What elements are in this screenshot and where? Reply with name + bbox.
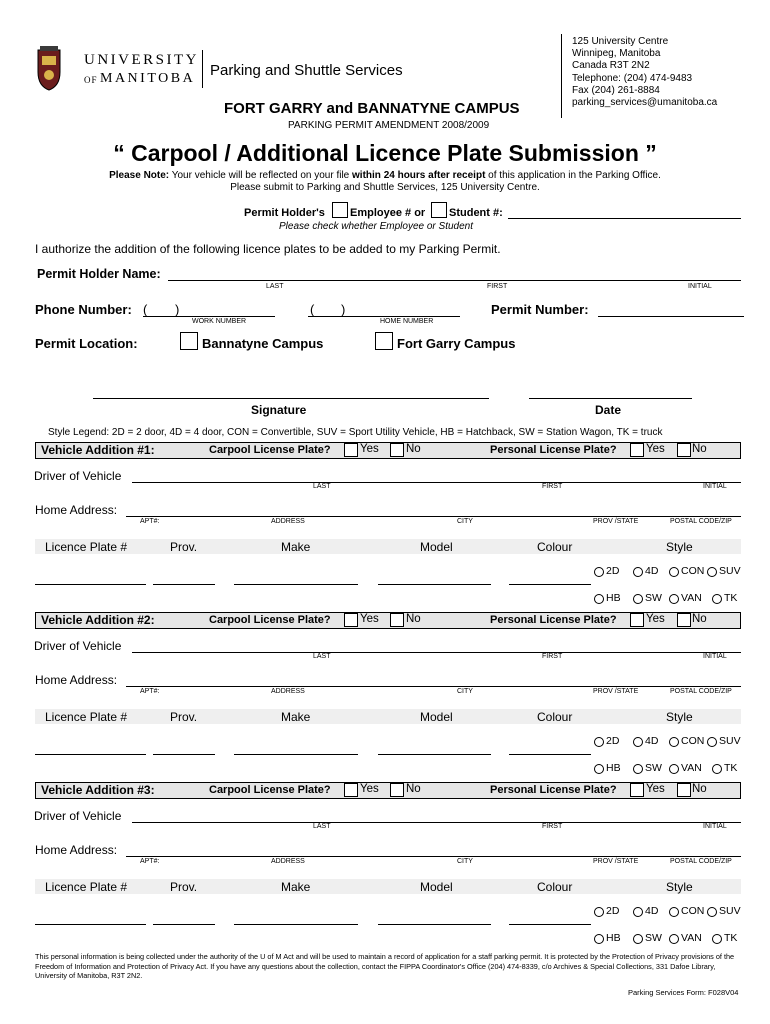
last-caption: LAST [313,823,331,830]
first-caption: FIRST [542,653,563,660]
prov-state-caption: PROV /STATE [593,518,639,525]
fax: Fax (204) 261-8884 [572,84,660,96]
home-paren-close: ) [341,302,346,317]
last-caption: LAST [313,653,331,660]
telephone: Telephone: (204) 474-9483 [572,72,693,84]
prov-state-caption: PROV /STATE [593,688,639,695]
carpool-question: Carpool License Plate? [209,784,331,796]
city-caption: CITY [457,858,473,865]
city-caption: CITY [457,688,473,695]
model-header: Model [420,540,453,554]
prov-header: Prov. [170,880,198,894]
driver-label: Driver of Vehicle [34,809,122,823]
permit-holder-name-field[interactable] [168,280,741,281]
style-radio-sw[interactable] [633,594,643,604]
style-label-con: CON [681,735,705,747]
phone-number-label: Phone Number: [35,302,132,317]
style-label-tk: TK [724,592,738,604]
style-label-suv: SUV [719,735,741,747]
carpool-no-checkbox[interactable] [390,783,404,797]
carpool-no-label: No [406,613,421,625]
postal-caption: POSTAL CODE/ZIP [670,688,732,695]
employee-label: Employee # or [350,207,426,219]
style-radio-2d[interactable] [594,567,604,577]
prov-header: Prov. [170,540,198,554]
apt-caption: APT#: [140,858,160,865]
student-label: Student #: [449,207,503,219]
style-label-van: VAN [681,592,702,604]
style-legend: Style Legend: 2D = 2 door, 4D = 4 door, CON = Convertible, SUV = Sport Utility Vehicle, HB = Hatchback, SW = Station Wagon, TK = truck [48,427,663,438]
style-label-sw: SW [645,762,662,774]
personal-yes-checkbox[interactable] [630,613,644,627]
carpool-yes-checkbox[interactable] [344,783,358,797]
style-label-4d: 4D [645,565,659,577]
university-name-line1: UNIVERSITY [84,52,199,68]
note-label: Please Note: [109,170,170,181]
work-paren-open: ( [143,302,148,317]
personal-yes-label: Yes [646,613,665,625]
address-line: 125 University Centre [572,36,669,47]
style-header: Style [666,710,693,724]
date-field[interactable] [529,398,692,399]
driver-name-field[interactable] [132,822,741,823]
province-field[interactable] [153,754,215,755]
home-address-field[interactable] [126,516,741,517]
style-radio-tk[interactable] [712,594,722,604]
style-radio-tk[interactable] [712,934,722,944]
plate-header: Licence Plate # [45,540,128,554]
style-label-van: VAN [681,762,702,774]
carpool-no-checkbox[interactable] [390,613,404,627]
home-address-label: Home Address: [35,843,118,857]
model-header: Model [420,710,453,724]
model-header: Model [420,880,453,894]
personal-question: Personal License Plate? [490,614,617,626]
employee-checkbox[interactable] [332,202,348,218]
personal-no-label: No [692,613,707,625]
bannatyne-label: Bannatyne Campus [202,336,324,351]
make-field[interactable] [234,754,358,755]
carpool-yes-label: Yes [360,613,379,625]
apt-caption: APT#: [140,688,160,695]
style-radio-2d[interactable] [594,907,604,917]
colour-header: Colour [537,710,573,724]
permit-location-label: Permit Location: [35,336,138,351]
personal-no-label: No [692,783,707,795]
personal-yes-checkbox[interactable] [630,783,644,797]
colour-field[interactable] [509,584,591,585]
last-caption: LAST [313,483,331,490]
licence-plate-field[interactable] [35,754,146,755]
home-address-label: Home Address: [35,503,118,517]
style-label-hb: HB [606,592,621,604]
work-paren-close: ) [175,302,180,317]
initial-caption: INITIAL [703,653,727,660]
style-radio-van[interactable] [669,594,679,604]
personal-question: Personal License Plate? [490,444,617,456]
prov-state-caption: PROV /STATE [593,858,639,865]
amendment-subtitle: PARKING PERMIT AMENDMENT 2008/2009 [288,120,490,131]
form-number: Parking Services Form: F028V04 [628,988,739,997]
style-radio-hb[interactable] [594,764,604,774]
home-address-field[interactable] [126,686,741,687]
page-title: “ Carpool / Additional Licence Plate Submission ” [113,140,657,166]
colour-header: Colour [537,880,573,894]
style-radio-con[interactable] [669,567,679,577]
style-radio-hb[interactable] [594,594,604,604]
carpool-yes-checkbox[interactable] [344,613,358,627]
style-radio-sw[interactable] [633,934,643,944]
address-caption: ADDRESS [271,688,305,695]
carpool-question: Carpool License Plate? [209,614,331,626]
style-radio-van[interactable] [669,934,679,944]
authorization-text: I authorize the addition of the following licence plates to be added to my Parking Permit. [35,242,501,256]
header-divider [202,50,203,88]
initial-caption: INITIAL [688,283,712,290]
plate-header: Licence Plate # [45,710,128,724]
style-label-sw: SW [645,592,662,604]
style-label-sw: SW [645,932,662,944]
style-label-hb: HB [606,762,621,774]
province-field[interactable] [153,924,215,925]
personal-yes-label: Yes [646,443,665,455]
style-header: Style [666,540,693,554]
make-header: Make [281,880,311,894]
home-address-field[interactable] [126,856,741,857]
carpool-yes-checkbox[interactable] [344,443,358,457]
plate-header-shading [35,879,741,894]
vehicle-title: Vehicle Addition #1: [41,443,155,457]
postal-caption: POSTAL CODE/ZIP [670,518,732,525]
style-label-suv: SUV [719,565,741,577]
contact-address [572,36,717,109]
style-radio-suv[interactable] [707,567,717,577]
personal-no-checkbox[interactable] [677,613,691,627]
home-paren-open: ( [310,302,315,317]
permit-holder-name-label: Permit Holder Name: [37,267,161,281]
style-label-4d: 4D [645,735,659,747]
licence-plate-field[interactable] [35,584,146,585]
address-line: Canada R3T 2N2 [572,60,650,72]
colour-field[interactable] [509,924,591,925]
style-radio-4d[interactable] [633,737,643,747]
model-field[interactable] [378,924,491,925]
date-label: Date [595,403,622,417]
carpool-question: Carpool License Plate? [209,444,331,456]
address-caption: ADDRESS [271,518,305,525]
style-radio-sw[interactable] [633,764,643,774]
style-radio-tk[interactable] [712,764,722,774]
privacy-notice: This personal information is being collected under the authority of the U of M Act and will be used to maintain a record of application for a staff parking permit. It is protected by the Protection of Privacy provisions of the Freedom of Information and Protection of Privacy Act. If you have any questions about the collection, contact the FIPPA Coordinator's Office (204) 474-8339, c/o Archives & Special Collections, 331 Dafoe Library, University of Manitoba, R3T 2N2. [35,952,735,980]
crest-icon [34,46,64,92]
style-label-hb: HB [606,932,621,944]
last-caption: LAST [266,283,284,290]
style-label-2d: 2D [606,905,620,917]
style-label-tk: TK [724,762,738,774]
note-emphasis: within 24 hours after receipt [352,170,486,181]
fort-garry-checkbox[interactable] [375,332,393,350]
home-number-caption: HOME NUMBER [380,318,434,325]
driver-label: Driver of Vehicle [34,639,122,653]
notice-line2: Please submit to Parking and Shuttle Services, 125 University Centre. [230,182,540,193]
initial-caption: INITIAL [703,483,727,490]
plate-header-shading [35,709,741,724]
make-header: Make [281,710,311,724]
email: parking_services@umanitoba.ca [572,97,718,109]
style-label-van: VAN [681,932,702,944]
student-checkbox[interactable] [431,202,447,218]
style-radio-4d[interactable] [633,567,643,577]
province-field[interactable] [153,584,215,585]
note-text: of this application in the Parking Office. [485,170,661,181]
address-divider [561,34,562,118]
initial-caption: INITIAL [703,823,727,830]
style-radio-suv[interactable] [707,907,717,917]
work-number-field[interactable] [143,316,275,317]
style-radio-4d[interactable] [633,907,643,917]
signature-field[interactable] [93,398,489,399]
department-name: Parking and Shuttle Services [210,62,403,79]
prov-header: Prov. [170,710,198,724]
colour-field[interactable] [509,754,591,755]
style-label-con: CON [681,905,705,917]
city-caption: CITY [457,518,473,525]
style-radio-con[interactable] [669,737,679,747]
personal-yes-label: Yes [646,783,665,795]
carpool-no-label: No [406,443,421,455]
signature-label: Signature [251,403,307,417]
style-label-2d: 2D [606,735,620,747]
style-label-tk: TK [724,932,738,944]
permit-holder-hint: Please check whether Employee or Student [279,221,473,232]
first-caption: FIRST [542,483,563,490]
first-caption: FIRST [542,823,563,830]
style-label-4d: 4D [645,905,659,917]
personal-yes-checkbox[interactable] [630,443,644,457]
personal-no-checkbox[interactable] [677,783,691,797]
carpool-yes-label: Yes [360,783,379,795]
style-label-con: CON [681,565,705,577]
personal-no-checkbox[interactable] [677,443,691,457]
apt-caption: APT#: [140,518,160,525]
carpool-no-checkbox[interactable] [390,443,404,457]
style-radio-hb[interactable] [594,934,604,944]
style-radio-2d[interactable] [594,737,604,747]
make-field[interactable] [234,584,358,585]
university-of: OF [84,75,98,85]
note-text: Your vehicle will be reflected on your file [169,170,353,181]
style-label-2d: 2D [606,565,620,577]
notice-line1 [0,170,770,181]
driver-name-field[interactable] [132,652,741,653]
permit-number-label: Permit Number: [491,302,589,317]
permit-number-field[interactable] [598,316,744,317]
plate-header-shading [35,539,741,554]
make-header: Make [281,540,311,554]
style-radio-con[interactable] [669,907,679,917]
home-address-label: Home Address: [35,673,118,687]
bannatyne-checkbox[interactable] [180,332,198,350]
model-field[interactable] [378,754,491,755]
id-number-field[interactable] [508,218,741,219]
address-line: Winnipeg, Manitoba [572,48,661,60]
driver-label: Driver of Vehicle [34,469,122,483]
licence-plate-field[interactable] [35,924,146,925]
style-radio-van[interactable] [669,764,679,774]
personal-question: Personal License Plate? [490,784,617,796]
carpool-yes-label: Yes [360,443,379,455]
work-number-caption: WORK NUMBER [192,318,247,325]
plate-header: Licence Plate # [45,880,128,894]
home-number-field[interactable] [308,316,460,317]
colour-header: Colour [537,540,573,554]
fort-garry-label: Fort Garry Campus [397,336,516,351]
model-field[interactable] [378,584,491,585]
personal-no-label: No [692,443,707,455]
driver-name-field[interactable] [132,482,741,483]
first-caption: FIRST [487,283,508,290]
vehicle-title: Vehicle Addition #2: [41,613,155,627]
style-label-suv: SUV [719,905,741,917]
postal-caption: POSTAL CODE/ZIP [670,858,732,865]
make-field[interactable] [234,924,358,925]
carpool-no-label: No [406,783,421,795]
style-header: Style [666,880,693,894]
address-caption: ADDRESS [271,858,305,865]
vehicle-title: Vehicle Addition #3: [41,783,155,797]
permit-holder-label: Permit Holder's [244,207,325,219]
university-name-line2: MANITOBA [100,71,196,86]
style-radio-suv[interactable] [707,737,717,747]
campus-title: FORT GARRY and BANNATYNE CAMPUS [224,100,520,117]
